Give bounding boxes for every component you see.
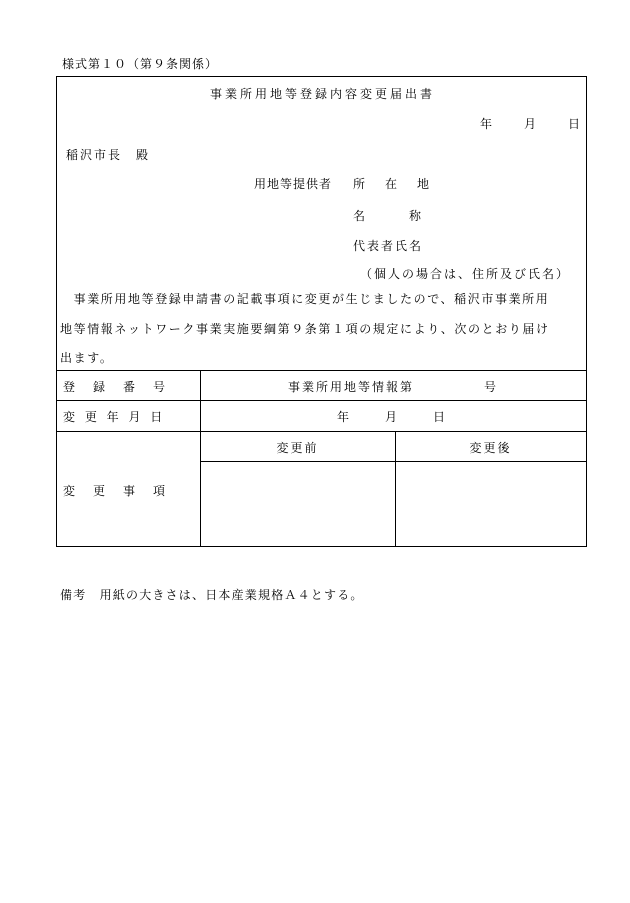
after-change-header: 変更後 [469,441,512,455]
form-frame [56,76,587,547]
date-month-label: 月 [524,117,537,131]
change-items-label: 変 更 事 項 [63,484,169,498]
registration-number-label: 登 録 番 号 [63,380,169,394]
before-change-field[interactable] [201,462,394,546]
body-line-2: 地等情報ネットワーク事業実施要綱第９条第１項の規定により、次のとおり届け [60,322,550,336]
table-top-line [57,370,586,371]
addressee: 稲沢市長 殿 [66,148,151,162]
after-change-field[interactable] [396,462,586,546]
date-day-label: 日 [568,117,581,131]
registration-number-value: 事業所用地等情報第 号 [287,380,498,394]
table-row-divider-1 [57,400,586,401]
before-change-header: 変更前 [276,441,319,455]
individual-note: （個人の場合は、住所及び氏名） [360,267,571,281]
provider-label: 用地等提供者 [254,177,333,191]
address-label: 所 在 地 [353,177,434,191]
name-label: 名 称 [353,209,424,223]
date-year-label: 年 [480,117,493,131]
change-date-label: 変 更 年 月 日 [63,410,166,424]
remark-note: 備考 用紙の大きさは、日本産業規格Ａ４とする。 [60,588,364,602]
table-row-divider-2 [57,431,586,432]
change-date-value: 年 月 日 [336,410,449,424]
body-line-1: 事業所用地等登録申請書の記載事項に変更が生じましたので、稲沢市事業所用 [60,292,550,306]
representative-label: 代表者氏名 [353,239,424,253]
form-number: 様式第１０（第９条関係） [62,57,219,71]
body-line-3: 出ます。 [60,351,114,365]
document-title: 事業所用地等登録内容変更届出書 [209,87,435,101]
